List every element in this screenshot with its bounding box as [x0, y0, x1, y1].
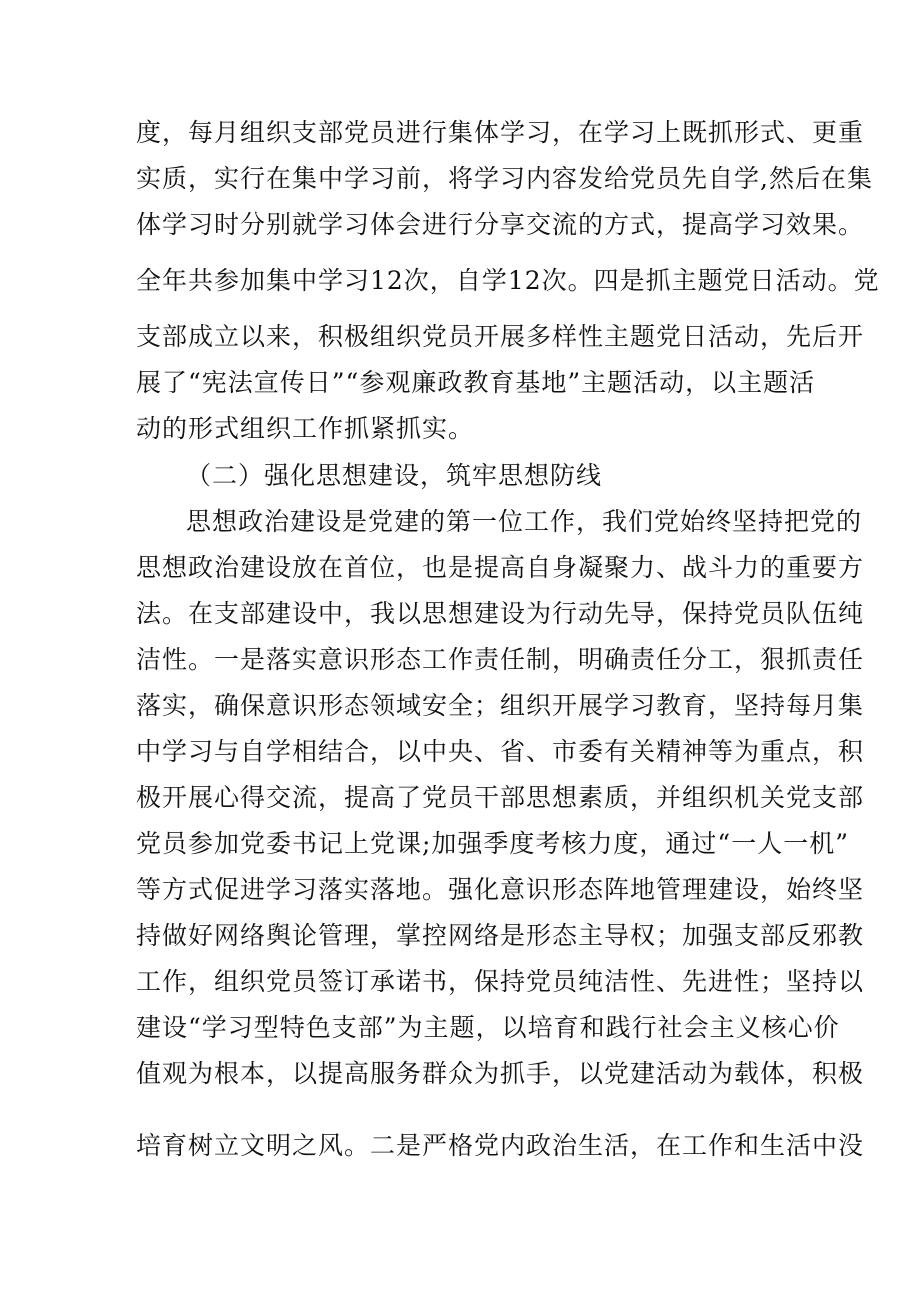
paragraph-line: 洁性。一是落实意识形态工作责任制，明确责任分工，狠抓责任	[136, 645, 865, 674]
paragraph-line: 培育树立文明之风。二是严格党内政治生活，在工作和生活中没	[136, 1131, 865, 1160]
paragraph-line: 支部成立以来，积极组织党员开展多样性主题党日活动，先后开	[136, 322, 865, 351]
paragraph-line: 思想政治建设放在首位，也是提高自身凝聚力、战斗力的重要方	[136, 553, 865, 582]
paragraph-line: 等方式促进学习落实落地。强化意识形态阵地管理建设，始终坚	[136, 875, 865, 904]
paragraph-line: 党员参加党委书记上党课;加强季度考核力度，通过“一人一机”	[136, 829, 849, 858]
paragraph-line: 中学习与自学相结合，以中央、省、市委有关精神等为重点，积	[136, 737, 865, 766]
paragraph-line: 极开展心得交流，提高了党员干部思想素质，并组织机关党支部	[136, 783, 865, 812]
paragraph-line: 全年共参加集中学习12次，自学12次。四是抓主题党日活动。党	[136, 266, 880, 295]
paragraph-line: 体学习时分别就学习体会进行分享交流的方式，提高学习效果。	[136, 210, 865, 239]
paragraph-line: 展了“宪法宣传日”“参观廉政教育基地”主题活动，以主题活	[136, 368, 816, 397]
section-heading: （二）强化思想建设，筑牢思想防线	[186, 461, 603, 490]
paragraph-line: 思想政治建设是党建的第一位工作，我们党始终坚持把党的	[186, 507, 863, 536]
paragraph-line: 动的形式组织工作抓紧抓实。	[136, 414, 475, 443]
paragraph-line: 度，每月组织支部党员进行集体学习，在学习上既抓形式、更重	[136, 118, 865, 147]
paragraph-line: 法。在支部建设中，我以思想建设为行动先导，保持党员队伍纯	[136, 599, 865, 628]
paragraph-line: 值观为根本，以提高服务群众为抓手，以党建活动为载体，积极	[136, 1059, 865, 1088]
paragraph-line: 建设“学习型特色支部”为主题，以培育和践行社会主义核心价	[136, 1013, 840, 1042]
paragraph-line: 持做好网络舆论管理，掌控网络是形态主导权；加强支部反邪教	[136, 921, 865, 950]
paragraph-line: 工作，组织党员签订承诺书，保持党员纯洁性、先进性；坚持以	[136, 967, 865, 996]
paragraph-line: 实质，实行在集中学习前，将学习内容发给党员先自学,然后在集	[136, 164, 873, 193]
paragraph-line: 落实，确保意识形态领域安全；组织开展学习教育，坚持每月集	[136, 691, 865, 720]
